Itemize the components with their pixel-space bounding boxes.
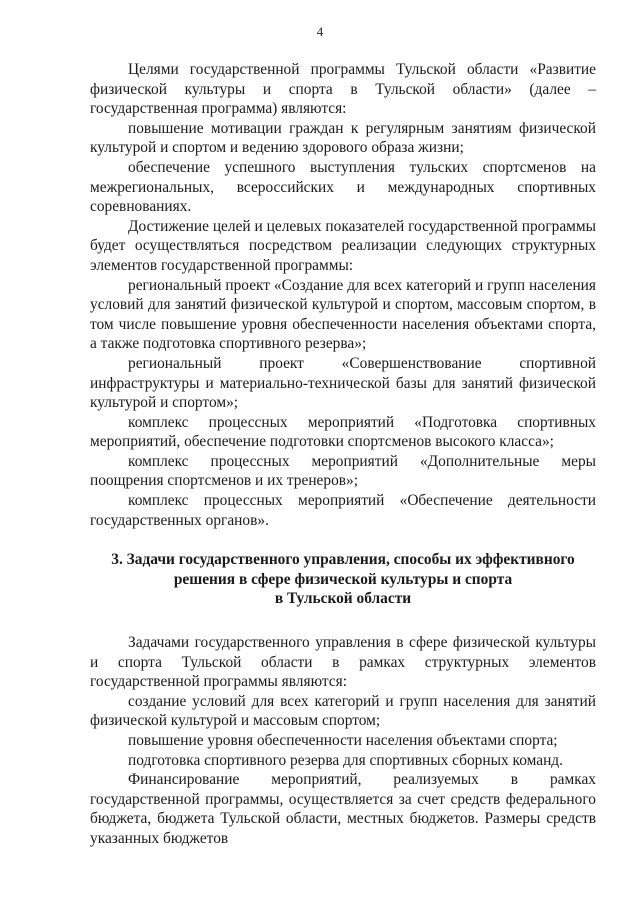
paragraph-task-1: создание условий для всех категорий и групп населения для занятий физической культурой и массовым спортом; bbox=[90, 692, 596, 730]
section-3-heading-line-3: в Тульской области bbox=[274, 590, 412, 608]
paragraph-goal-2: обеспечение успешного выступления тульских спортсменов на межрегиональных, всероссийских и международных спортивных соревнованиях. bbox=[90, 158, 596, 216]
paragraph-elements-intro: Достижение целей и целевых показателей государственной программы будет осуществляться посредством реализации следующих структурных элементов государственной программы: bbox=[90, 217, 596, 274]
page-number: 4 bbox=[316, 24, 324, 39]
paragraph-task-2: повышение уровня обеспеченности населения объектами спорта; bbox=[128, 732, 558, 749]
paragraph-element-5: комплекс процессных мероприятий «Обеспечение деятельности государственных органов». bbox=[90, 492, 596, 529]
paragraph-element-3: комплекс процессных мероприятий «Подготовка спортивных мероприятий, обеспечение подготовки спортсменов высокого класса»; bbox=[90, 413, 596, 451]
paragraph-financing: Финансирование мероприятий, реализуемых в рамках государственной программы, осуществляется за счет средств федерального бюджета, бюджета Тульской области, местных бюджетов. Размеры средств указанных бюджетов bbox=[90, 771, 596, 847]
paragraph-element-4: комплекс процессных мероприятий «Дополнительные меры поощрения спортсменов и их тренеров»; bbox=[90, 452, 596, 490]
paragraph-element-1: региональный проект «Создание для всех категорий и групп населения условий для занятий физической культурой и спортом, массовым спортом, в том числе повышение уровня обеспеченности населения объектами спорта, а также подготовка спортивного резерва»; bbox=[90, 276, 596, 353]
section-3-heading-line-1: 3. Задачи государственного управления, способы их эффективного bbox=[111, 551, 575, 569]
section-3-heading-line-2: решения в сфере физической культуры и спорта bbox=[173, 570, 513, 588]
paragraph-tasks-intro: Задачами государственного управления в сфере физической культуры и спорта Тульской области в рамках структурных элементов государственной программы являются: bbox=[90, 634, 596, 691]
paragraph-goals-intro: Целями государственной программы Тульской области «Развитие физической культуры и спорта в Тульской области» (далее – государственная программа) являются: bbox=[90, 61, 596, 118]
section-3-heading bbox=[90, 550, 596, 609]
paragraph-task-3: подготовка спортивного резерва для спортивных сборных команд. bbox=[128, 751, 563, 769]
document-body bbox=[90, 60, 596, 849]
paragraph-goal-1: повышение мотивации граждан к регулярным занятиям физической культурой и спортом и ведению здорового образа жизни; bbox=[90, 119, 596, 157]
paragraph-element-2: региональный проект «Совершенствование спортивной инфраструктуры и материально-технической базы для занятий физической культурой и спортом»; bbox=[90, 354, 596, 412]
